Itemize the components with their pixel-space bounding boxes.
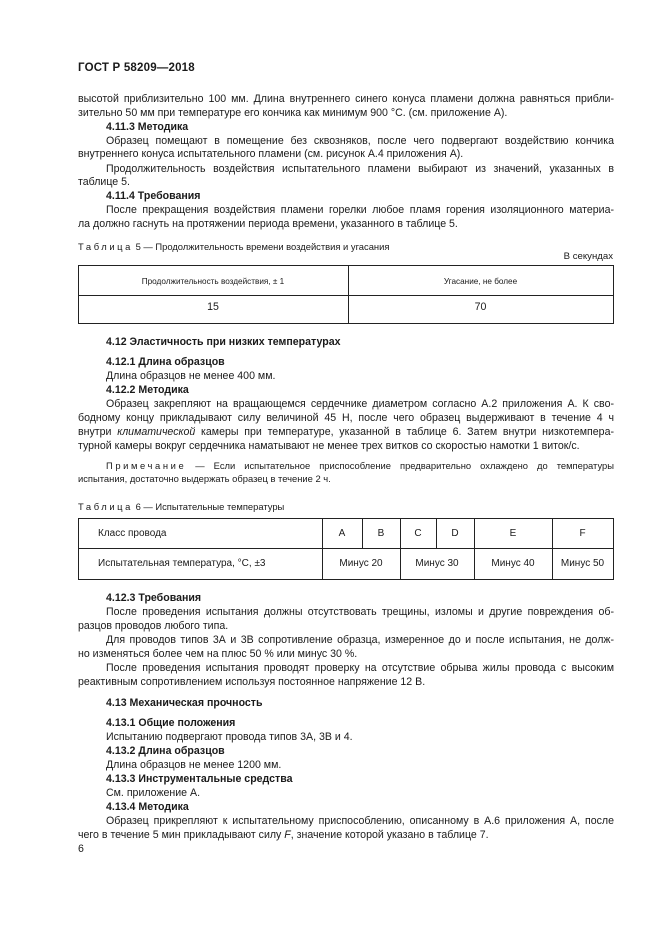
table6-caption-text: 6 — Испытательные температуры <box>132 501 285 512</box>
paragraph-line: См. приложение А. <box>106 787 201 799</box>
table5-caption <box>78 240 614 253</box>
table6-caption-label: Таблица <box>78 501 133 512</box>
paragraph-line: бодному концу прикладывают силу величиной 45 Н, после чего образец выдерживают в течение 4 ч <box>78 412 614 424</box>
table6-class-cell: B <box>377 528 385 539</box>
table5-value-exposure: 15 <box>207 301 219 313</box>
section-heading: 4.12 Эластичность при низких температурах <box>106 336 341 348</box>
section-heading: 4.12.2 Методика <box>106 384 189 396</box>
table6-class-cell: D <box>451 528 459 539</box>
paragraph-line: После прекращения воздействия пламени горелки любое пламя горения изоляционного материа- <box>106 204 614 216</box>
paragraph-line: чего в течение 5 мин прикладывают силу F, значение которой указано в таблице 7. <box>78 829 489 841</box>
section-heading: 4.13.4 Методика <box>106 801 189 813</box>
table5-value-extinction: 70 <box>474 301 487 313</box>
page-number: 6 <box>78 843 84 855</box>
section-heading: 4.13.1 Общие положения <box>106 717 236 729</box>
table6-class-cell: F <box>579 528 586 539</box>
table6-row-label-class: Класс провода <box>98 528 167 539</box>
table5-header-exposure: Продолжительность воздействия, ± 1 <box>141 277 285 286</box>
paragraph-line: ла должно гаснуть на протяжении периода времени, указанного в таблице 5. <box>78 218 458 230</box>
table5-header-extinction: Угасание, не более <box>443 277 518 286</box>
section-heading: 4.12.3 Требования <box>106 592 202 604</box>
section-heading: 4.12.1 Длина образцов <box>106 356 225 368</box>
paragraph-line: Испытанию подвергают провода типов 3А, 3В и 4. <box>106 731 353 743</box>
paragraph-line: Образец помещают в помещение без сквозняков, после чего подвергают воздействию кончика <box>106 135 614 147</box>
table6-row-label-temp: Испытательная температура, °С, ±3 <box>98 558 266 569</box>
section-heading: 4.13 Механическая прочность <box>106 697 263 709</box>
paragraph-line: реактивным сопротивлением используя постоянное напряжение 12 В. <box>78 676 426 688</box>
table6-temp-cell: Минус 50 <box>560 558 605 569</box>
paragraph-line: разцов проводов любого типа. <box>78 620 229 632</box>
paragraph-line: После проведения испытания должны отсутствовать трещины, изломы и другие повреждения об- <box>106 606 614 618</box>
paragraph-line: внутри климатической камеры при температуре, указанной в таблице 6. Затем внутри низкотемпера- <box>78 426 614 438</box>
paragraph-line: Длина образцов не менее 400 мм. <box>106 370 276 382</box>
italic-term: климатической <box>117 426 196 438</box>
table5-caption-label: Таблица <box>78 241 133 252</box>
section-heading: 4.11.4 Требования <box>106 190 201 202</box>
section-heading: 4.13.3 Инструментальные средства <box>106 773 293 785</box>
paragraph-line: Для проводов типов 3А и 3В сопротивление образца, измеренное до и после испытания, не долж- <box>106 634 614 646</box>
standard-header: ГОСТ Р 58209—2018 <box>78 62 195 74</box>
table6-temp-cell: Минус 30 <box>415 558 459 569</box>
paragraph-line: высотой приблизительно 100 мм. Длина внутреннего синего конуса пламени должна равняться прибли- <box>78 93 614 105</box>
paragraph-line: После проведения испытания проводят проверку на отсутствие обрыва жилы провода с высоким <box>106 662 614 674</box>
paragraph-line: Образец прикрепляют к испытательному приспособлению, описанному в А.6 приложения А, после <box>106 815 614 827</box>
table5-caption-text: 5 — Продолжительность времени воздействия и угасания <box>132 241 390 252</box>
paragraph-line: таблице 5. <box>78 176 130 188</box>
note-label: Примечание <box>106 460 187 471</box>
table6-class-cell: A <box>338 528 346 539</box>
table6-class-cell: C <box>414 528 422 539</box>
table6-temp-cell: Минус 40 <box>491 558 535 569</box>
italic-symbol: F <box>284 829 291 841</box>
paragraph-line: турной камеры вокруг сердечника наматывают не менее трех витков со скоростью намотки 1 виток/с. <box>78 440 580 452</box>
note-line: Примечание — Если испытательное приспособление предварительно охлаждено до температуры <box>106 460 614 471</box>
paragraph-line: но изменяться более чем на плюс 50 % или минус 30 %. <box>78 648 358 660</box>
table5-units: В секундах <box>563 251 613 262</box>
section-heading: 4.11.3 Методика <box>106 121 189 133</box>
paragraph-line: Длина образцов не менее 1200 мм. <box>106 759 282 771</box>
paragraph-line: Продолжительность воздействия испытательного пламени выбирают из значений, указанных в <box>106 163 614 175</box>
paragraph-line: Образец закрепляют на вращающемся сердечнике диаметром согласно А.2 приложения А. К сво- <box>106 398 614 410</box>
section-heading: 4.13.2 Длина образцов <box>106 745 225 757</box>
table6-class-cell: E <box>509 528 517 539</box>
table6-temp-cell: Минус 20 <box>339 558 383 569</box>
paragraph-line: зительно 50 мм при температуре его кончика как минимум 900 °С. (см. приложение А). <box>78 107 508 119</box>
table6-caption <box>78 500 614 513</box>
table-6 <box>78 518 614 580</box>
paragraph-line: внутреннего конуса испытательного пламени (см. рисунок А.4 приложения А). <box>78 148 464 160</box>
note-line: испытания, достаточно выдержать образец в течение 2 ч. <box>78 473 331 484</box>
table-5 <box>78 265 614 324</box>
